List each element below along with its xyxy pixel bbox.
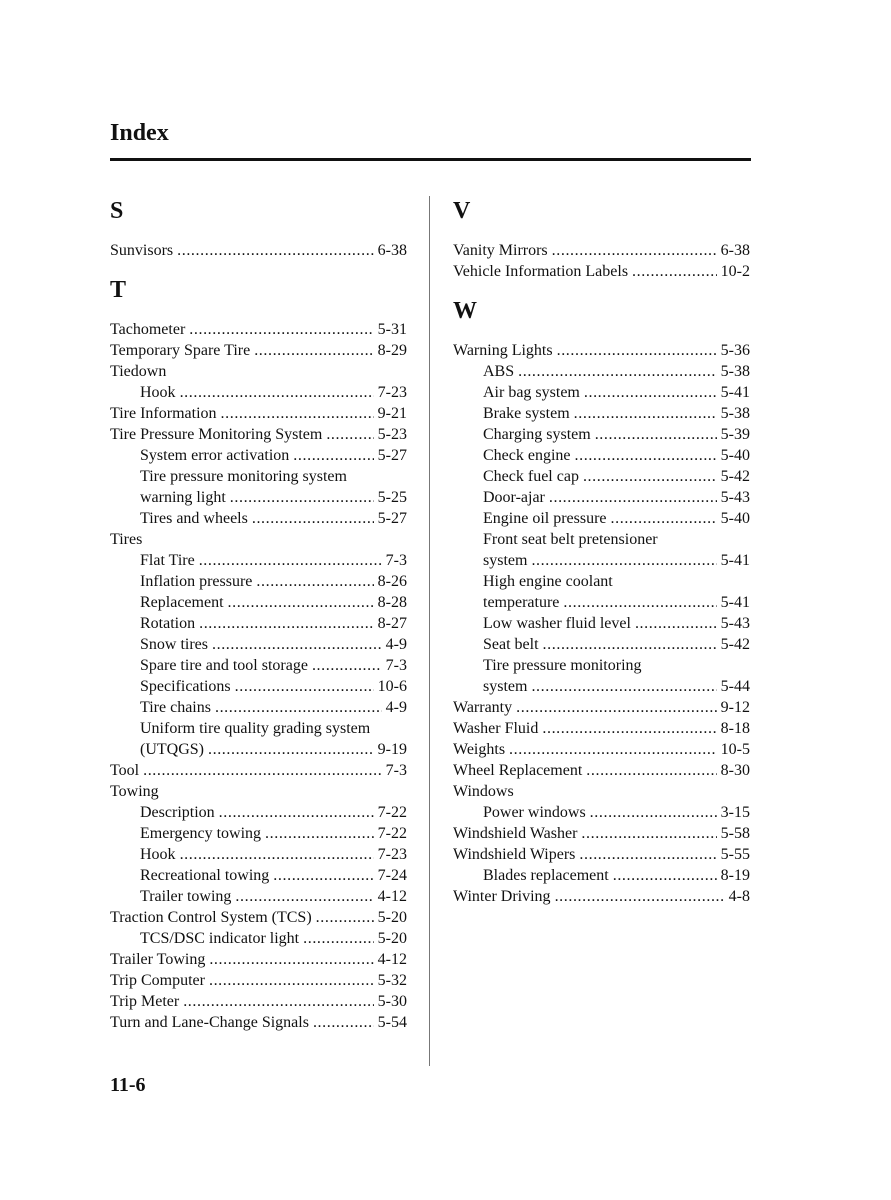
- index-subentry: [453, 676, 750, 697]
- entry-page-ref: 6-38: [377, 242, 407, 259]
- index-entry: [110, 781, 407, 802]
- entry-label: Windshield Wipers: [453, 846, 576, 863]
- index-subentry: [110, 739, 407, 760]
- entry-label: Tires: [110, 531, 143, 548]
- entry-page-ref: 8-27: [377, 615, 407, 632]
- entry-page-ref: 5-23: [377, 426, 407, 443]
- dot-leader: [235, 676, 374, 697]
- entry-label: Air bag system: [483, 384, 580, 401]
- dot-leader: [208, 739, 374, 760]
- entry-page-ref: 5-27: [377, 447, 407, 464]
- entry-page-ref: 7-24: [377, 867, 407, 884]
- dot-leader: [543, 634, 717, 655]
- entry-page-ref: 10-5: [720, 741, 750, 758]
- entry-page-ref: 5-36: [720, 342, 750, 359]
- entry-label: Spare tire and tool storage: [140, 657, 308, 674]
- entry-label: Seat belt: [483, 636, 539, 653]
- entry-page-ref: 5-31: [377, 321, 407, 338]
- section-letter: V: [453, 198, 471, 224]
- entry-label: Traction Control System (TCS): [110, 909, 312, 926]
- entry-label: Engine oil pressure: [483, 510, 607, 527]
- dot-leader: [316, 907, 374, 928]
- dot-leader: [228, 592, 374, 613]
- entry-label: system: [483, 552, 528, 569]
- dot-leader: [209, 949, 373, 970]
- dot-leader: [516, 697, 717, 718]
- entry-page-ref: 5-58: [720, 825, 750, 842]
- index-entry-list: [110, 319, 407, 1033]
- index-subentry: [453, 382, 750, 403]
- entry-label: System error activation: [140, 447, 290, 464]
- entry-label: Towing: [110, 783, 159, 800]
- entry-label: Recreational towing: [140, 867, 270, 884]
- index-entry: [453, 844, 750, 865]
- dot-leader: [509, 739, 717, 760]
- index-subentry: [110, 928, 407, 949]
- dot-leader: [595, 424, 717, 445]
- index-subentry: [110, 844, 407, 865]
- entry-page-ref: 9-12: [720, 699, 750, 716]
- entry-page-ref: 9-21: [377, 405, 407, 422]
- dot-leader: [575, 445, 717, 466]
- entry-label: Tiedown: [110, 363, 167, 380]
- dot-leader: [518, 361, 717, 382]
- entry-label: Vehicle Information Labels: [453, 263, 629, 280]
- entry-page-ref: 4-12: [377, 888, 407, 905]
- dot-leader: [531, 550, 716, 571]
- index-entry: [110, 361, 407, 382]
- entry-page-ref: 5-55: [720, 846, 750, 863]
- entry-label: Sunvisors: [110, 242, 174, 259]
- index-subentry: [453, 466, 750, 487]
- index-subentry: [453, 550, 750, 571]
- dot-leader: [230, 487, 374, 508]
- entry-page-ref: 5-42: [720, 636, 750, 653]
- dot-leader: [273, 865, 373, 886]
- dot-leader: [313, 1012, 374, 1033]
- index-entry: [453, 261, 750, 282]
- index-subentry: [453, 361, 750, 382]
- dot-leader: [632, 261, 717, 282]
- index-subentry: [110, 718, 407, 739]
- entry-label: Warning Lights: [453, 342, 553, 359]
- index-entry: [453, 823, 750, 844]
- index-subentry: [110, 550, 407, 571]
- entry-page-ref: 5-43: [720, 615, 750, 632]
- entry-label: Tire pressure monitoring: [483, 657, 642, 674]
- index-entry: [110, 907, 407, 928]
- column-divider: [429, 196, 430, 1066]
- entry-label: Tool: [110, 762, 140, 779]
- dot-leader: [542, 718, 716, 739]
- dot-leader: [209, 970, 374, 991]
- dot-leader: [583, 466, 717, 487]
- dot-leader: [189, 319, 373, 340]
- dot-leader: [635, 613, 717, 634]
- entry-page-ref: 7-23: [377, 384, 407, 401]
- entry-page-ref: 5-44: [720, 678, 750, 695]
- entry-label: TCS/DSC indicator light: [140, 930, 300, 947]
- page-number: 11-6: [110, 1074, 146, 1096]
- entry-page-ref: 4-9: [385, 699, 407, 716]
- index-subentry: [110, 592, 407, 613]
- index-entry: [453, 760, 750, 781]
- index-entry: [110, 424, 407, 445]
- right-index-column: [453, 196, 750, 921]
- dot-leader: [613, 865, 717, 886]
- index-subentry: [110, 865, 407, 886]
- entry-page-ref: 5-38: [720, 363, 750, 380]
- dot-leader: [312, 655, 382, 676]
- dot-leader: [252, 508, 374, 529]
- entry-label: Uniform tire quality grading system: [140, 720, 371, 737]
- entry-page-ref: 5-40: [720, 447, 750, 464]
- dot-leader: [199, 613, 374, 634]
- entry-label: system: [483, 678, 528, 695]
- dot-leader: [579, 844, 716, 865]
- entry-page-ref: 6-38: [720, 242, 750, 259]
- index-subentry: [110, 802, 407, 823]
- entry-page-ref: 7-3: [385, 762, 407, 779]
- entry-page-ref: 4-12: [377, 951, 407, 968]
- entry-page-ref: 10-6: [377, 678, 407, 695]
- index-subentry: [453, 655, 750, 676]
- index-subentry: [110, 676, 407, 697]
- dot-leader: [586, 760, 716, 781]
- index-entry: [453, 240, 750, 261]
- entry-label: Flat Tire: [140, 552, 195, 569]
- entry-label: ABS: [483, 363, 515, 380]
- dot-leader: [221, 403, 374, 424]
- entry-page-ref: 5-42: [720, 468, 750, 485]
- entry-page-ref: 5-38: [720, 405, 750, 422]
- entry-page-ref: 5-30: [377, 993, 407, 1010]
- entry-page-ref: 5-41: [720, 594, 750, 611]
- index-entry: [110, 319, 407, 340]
- index-subentry: [110, 886, 407, 907]
- section-letter: S: [110, 198, 124, 224]
- index-subentry: [110, 613, 407, 634]
- dot-leader: [219, 802, 374, 823]
- entry-label: Wheel Replacement: [453, 762, 583, 779]
- dot-leader: [256, 571, 373, 592]
- entry-label: Winter Driving: [453, 888, 551, 905]
- entry-label: Inflation pressure: [140, 573, 253, 590]
- index-subentry: [110, 466, 407, 487]
- dot-leader: [143, 760, 382, 781]
- dot-leader: [180, 382, 374, 403]
- entry-page-ref: 7-22: [377, 825, 407, 842]
- index-entry: [453, 718, 750, 739]
- index-entry: [453, 886, 750, 907]
- index-entry-list: [453, 240, 750, 282]
- entry-page-ref: 5-41: [720, 384, 750, 401]
- entry-label: Check engine: [483, 447, 571, 464]
- entry-page-ref: 5-20: [377, 909, 407, 926]
- index-entry: [110, 1012, 407, 1033]
- entry-label: Trip Meter: [110, 993, 180, 1010]
- entry-label: Front seat belt pretensioner: [483, 531, 658, 548]
- entry-label: Weights: [453, 741, 506, 758]
- entry-label: Warranty: [453, 699, 513, 716]
- index-entry: [110, 949, 407, 970]
- entry-label: Door-ajar: [483, 489, 545, 506]
- index-entry: [453, 340, 750, 361]
- index-subentry: [110, 697, 407, 718]
- entry-label: Power windows: [483, 804, 586, 821]
- entry-page-ref: 7-3: [385, 552, 407, 569]
- dot-leader: [183, 991, 373, 1012]
- entry-label: Charging system: [483, 426, 591, 443]
- dot-leader: [326, 424, 373, 445]
- dot-leader: [611, 508, 717, 529]
- entry-label: (UTQGS): [140, 741, 204, 758]
- entry-label: Trailer towing: [140, 888, 232, 905]
- dot-leader: [557, 340, 717, 361]
- dot-leader: [303, 928, 374, 949]
- entry-page-ref: 5-39: [720, 426, 750, 443]
- dot-leader: [293, 445, 373, 466]
- dot-leader: [235, 886, 373, 907]
- dot-leader: [555, 886, 725, 907]
- index-entry-list: [453, 340, 750, 907]
- entry-page-ref: 10-2: [720, 263, 750, 280]
- entry-label: Tire Information: [110, 405, 217, 422]
- dot-leader: [199, 550, 382, 571]
- index-entry: [110, 240, 407, 261]
- index-entry: [110, 760, 407, 781]
- entry-page-ref: 5-41: [720, 552, 750, 569]
- index-entry: [110, 991, 407, 1012]
- index-entry: [110, 970, 407, 991]
- dot-leader: [215, 697, 382, 718]
- index-subentry: [453, 592, 750, 613]
- section-letter: T: [110, 277, 127, 303]
- entry-page-ref: 8-26: [377, 573, 407, 590]
- index-subentry: [110, 508, 407, 529]
- entry-page-ref: 5-25: [377, 489, 407, 506]
- entry-page-ref: 4-9: [385, 636, 407, 653]
- entry-page-ref: 8-19: [720, 867, 750, 884]
- entry-page-ref: 3-15: [720, 804, 750, 821]
- dot-leader: [254, 340, 373, 361]
- dot-leader: [581, 823, 716, 844]
- index-subentry: [453, 487, 750, 508]
- entry-label: Trailer Towing: [110, 951, 206, 968]
- entry-label: Rotation: [140, 615, 196, 632]
- index-subentry: [453, 613, 750, 634]
- entry-label: Blades replacement: [483, 867, 609, 884]
- entry-label: Washer Fluid: [453, 720, 539, 737]
- index-subentry: [453, 634, 750, 655]
- index-subentry: [453, 445, 750, 466]
- entry-label: Check fuel cap: [483, 468, 579, 485]
- entry-label: warning light: [140, 489, 226, 506]
- dot-leader: [574, 403, 717, 424]
- entry-label: Vanity Mirrors: [453, 242, 548, 259]
- title-rule: [110, 158, 751, 161]
- entry-page-ref: 4-8: [728, 888, 750, 905]
- entry-label: Tachometer: [110, 321, 186, 338]
- dot-leader: [531, 676, 716, 697]
- index-subentry: [110, 823, 407, 844]
- entry-label: Emergency towing: [140, 825, 262, 842]
- dot-leader: [584, 382, 717, 403]
- index-subentry: [110, 445, 407, 466]
- entry-page-ref: 5-54: [377, 1014, 407, 1031]
- entry-label: Hook: [140, 384, 176, 401]
- index-subentry: [453, 571, 750, 592]
- entry-label: High engine coolant: [483, 573, 613, 590]
- entry-label: Description: [140, 804, 215, 821]
- index-subentry: [453, 529, 750, 550]
- index-subentry: [110, 655, 407, 676]
- entry-page-ref: 7-22: [377, 804, 407, 821]
- dot-leader: [180, 844, 374, 865]
- entry-label: Specifications: [140, 678, 231, 695]
- entry-label: Windshield Washer: [453, 825, 578, 842]
- index-subentry: [110, 571, 407, 592]
- index-subentry: [110, 634, 407, 655]
- entry-label: Temporary Spare Tire: [110, 342, 251, 359]
- index-entry: [453, 781, 750, 802]
- dot-leader: [177, 240, 374, 261]
- left-index-column: [110, 196, 407, 1047]
- entry-label: Tires and wheels: [140, 510, 248, 527]
- entry-page-ref: 8-29: [377, 342, 407, 359]
- index-subentry: [453, 508, 750, 529]
- section-letter: W: [453, 298, 477, 324]
- index-entry-list: [110, 240, 407, 261]
- entry-page-ref: 8-30: [720, 762, 750, 779]
- dot-leader: [590, 802, 717, 823]
- index-entry: [110, 529, 407, 550]
- entry-page-ref: 7-23: [377, 846, 407, 863]
- entry-page-ref: 5-40: [720, 510, 750, 527]
- entry-page-ref: 8-28: [377, 594, 407, 611]
- entry-page-ref: 7-3: [385, 657, 407, 674]
- dot-leader: [265, 823, 374, 844]
- index-subentry: [453, 424, 750, 445]
- dot-leader: [552, 240, 717, 261]
- index-entry: [453, 697, 750, 718]
- dot-leader: [549, 487, 717, 508]
- index-entry: [110, 340, 407, 361]
- entry-label: Snow tires: [140, 636, 208, 653]
- index-subentry: [110, 382, 407, 403]
- index-entry: [110, 403, 407, 424]
- entry-page-ref: 5-27: [377, 510, 407, 527]
- entry-label: Tire chains: [140, 699, 211, 716]
- entry-page-ref: 5-43: [720, 489, 750, 506]
- entry-label: Hook: [140, 846, 176, 863]
- entry-label: Windows: [453, 783, 514, 800]
- dot-leader: [212, 634, 382, 655]
- index-subentry: [453, 802, 750, 823]
- entry-label: Tire pressure monitoring system: [140, 468, 347, 485]
- index-entry: [453, 739, 750, 760]
- entry-page-ref: 5-20: [377, 930, 407, 947]
- entry-label: Replacement: [140, 594, 224, 611]
- index-subentry: [453, 865, 750, 886]
- dot-leader: [563, 592, 716, 613]
- entry-label: Low washer fluid level: [483, 615, 631, 632]
- entry-label: Turn and Lane-Change Signals: [110, 1014, 309, 1031]
- entry-label: Brake system: [483, 405, 570, 422]
- entry-page-ref: 9-19: [377, 741, 407, 758]
- entry-page-ref: 5-32: [377, 972, 407, 989]
- index-subentry: [453, 403, 750, 424]
- entry-page-ref: 8-18: [720, 720, 750, 737]
- entry-label: Trip Computer: [110, 972, 205, 989]
- entry-label: Tire Pressure Monitoring System: [110, 426, 323, 443]
- page-title: Index: [110, 120, 169, 146]
- entry-label: temperature: [483, 594, 560, 611]
- index-subentry: [110, 487, 407, 508]
